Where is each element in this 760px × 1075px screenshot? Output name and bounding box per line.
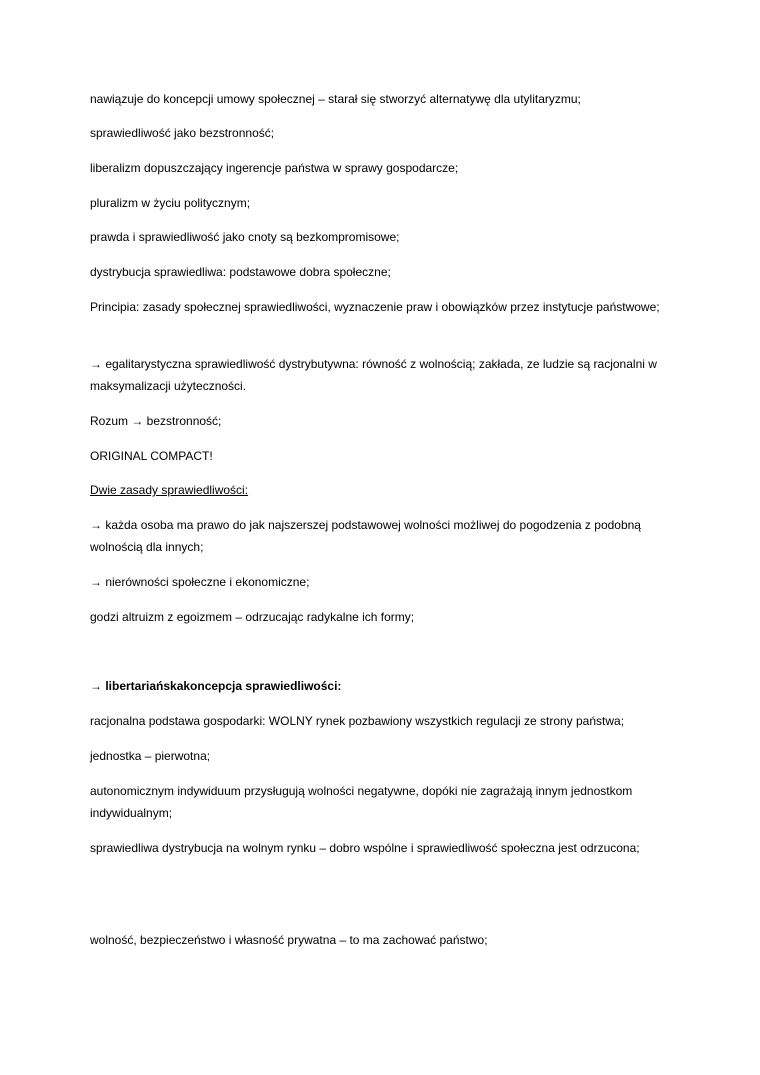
paragraph: liberalizm dopuszczający ingerencje państwa w sprawy gospodarcze; [90,161,459,175]
paragraph: prawda i sprawiedliwość jako cnoty są bezkompromisowe; [90,230,400,244]
paragraph: nawiązuje do koncepcji umowy społecznej – starał się stworzyć alternatywę dla utylitaryzmu; [90,92,581,106]
paragraph: → każda osoba ma prawo do jak najszerszej podstawowej wolności możliwej do pogodzenia z podobną wolnością dla innych; [90,518,641,554]
paragraph: pluralizm w życiu politycznym; [90,196,251,210]
paragraph: Rozum → bezstronność; [90,414,222,428]
paragraph: godzi altruizm z egoizmem – odrzucając radykalne ich formy; [90,610,415,624]
paragraph: ORIGINAL COMPACT! [90,449,213,463]
section-heading: Dwie zasady sprawiedliwości: [90,483,249,497]
paragraph: dystrybucja sprawiedliwa: podstawowe dobra społeczne; [90,265,391,279]
paragraph: sprawiedliwa dystrybucja na wolnym rynku – dobro wspólne i sprawiedliwość społeczna jest odrzucona; [90,841,640,855]
section-heading: → libertariańskakoncepcja sprawiedliwości: [90,679,342,693]
paragraph: autonomicznym indywiduum przysługują wolności negatywne, dopóki nie zagrażają innym jednostkom indywidualnym; [90,784,633,820]
paragraph: wolność, bezpieczeństwo i własność prywatna – to ma zachować państwo; [90,933,488,947]
paragraph: sprawiedliwość jako bezstronność; [90,126,275,140]
paragraph: → nierówności społeczne i ekonomiczne; [90,575,310,589]
paragraph: racjonalna podstawa gospodarki: WOLNY rynek pozbawiony wszystkich regulacji ze strony państwa; [90,714,625,728]
paragraph: jednostka – pierwotna; [90,749,211,763]
paragraph: Principia: zasady społecznej sprawiedliwości, wyznaczenie praw i obowiązków przez instytucje państwowe; [90,300,660,314]
paragraph: → egalitarystyczna sprawiedliwość dystrybutywna: równość z wolnością; zakłada, ze ludzie są racjonalni w maksymalizacji użyteczności. [90,357,657,393]
